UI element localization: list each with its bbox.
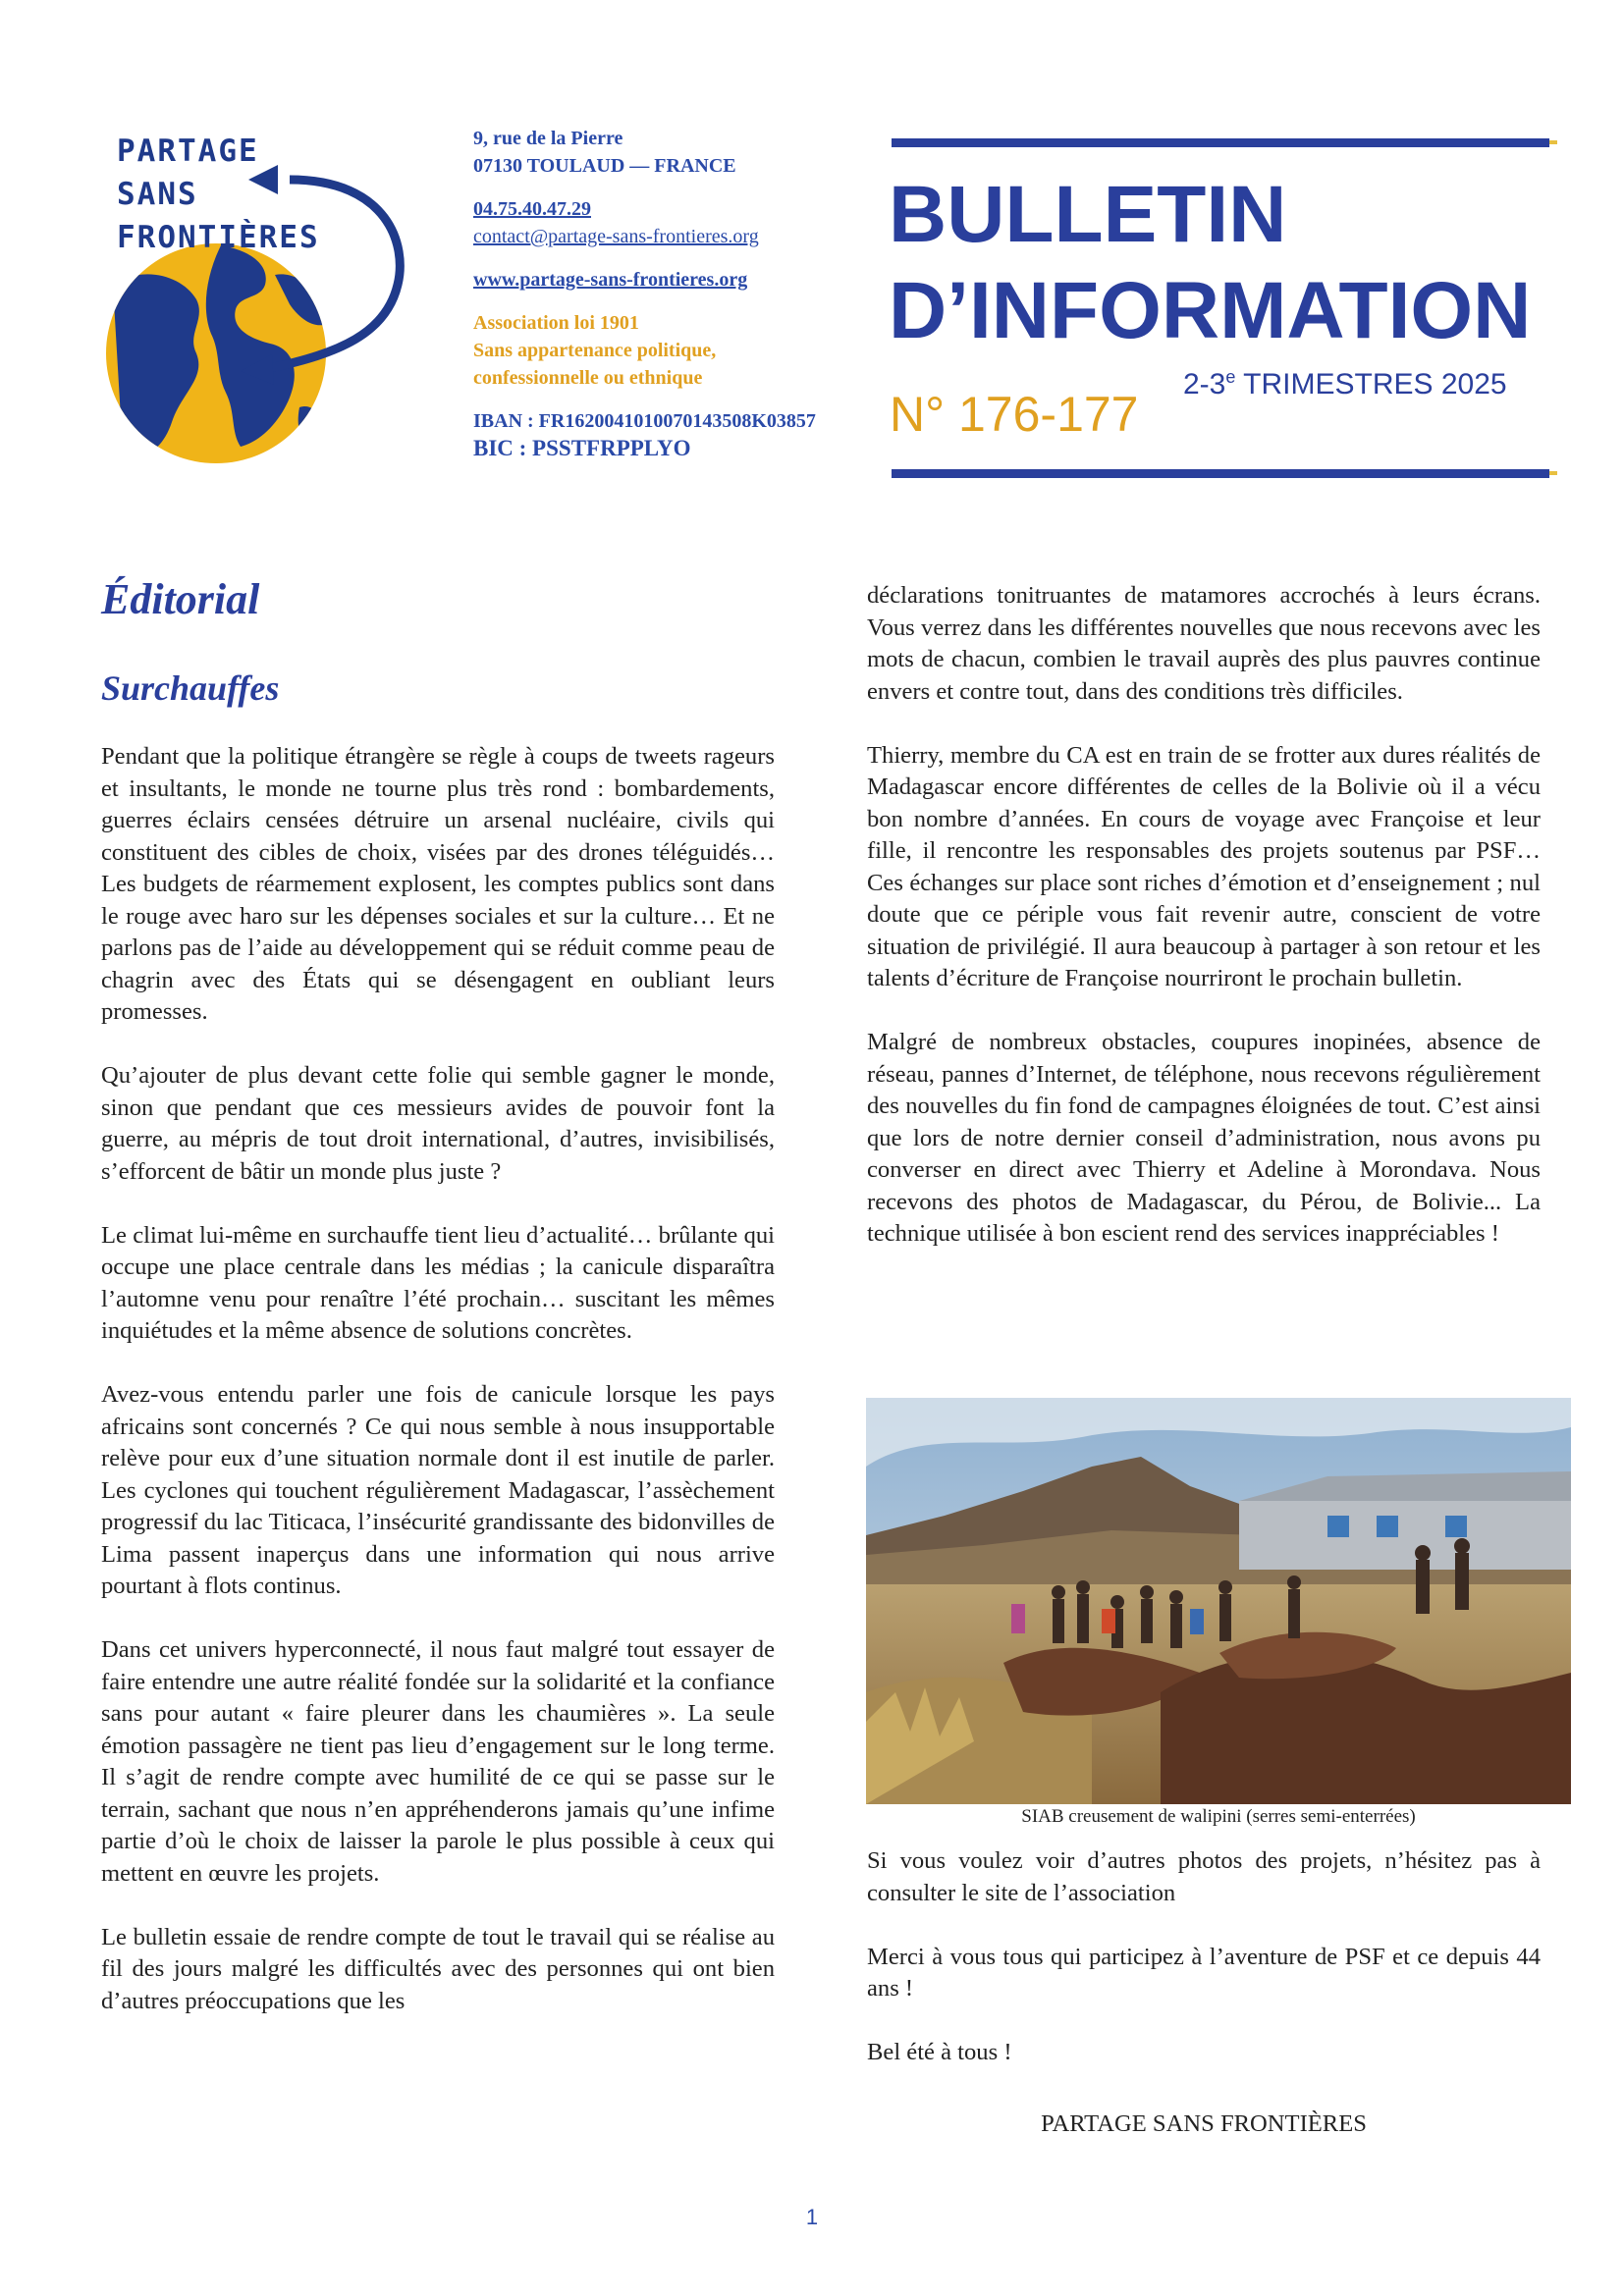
paragraph: Qu’ajouter de plus devant cette folie qui semble gagner le monde, sinon que pendant que ces messieurs avides de pouvoir font la guerre, au mépris de tout droit international, d’autres, invisibilisés, s’efforcent de bâtir un monde plus juste ?: [101, 1062, 775, 1185]
trimester-label: 2-3e TRIMESTRES 2025: [1183, 367, 1507, 400]
iban: IBAN : FR1620041010070143508K03857: [473, 410, 816, 432]
page-number: 1: [805, 2205, 819, 2229]
project-photo: [866, 1398, 1571, 1804]
assoc-line-3: confessionnelle ou ethnique: [473, 367, 703, 389]
bic: BIC : PSSTFRPPLYO: [473, 436, 691, 460]
address-block: [473, 125, 866, 462]
paragraph: Malgré de nombreux obstacles, coupures inopinées, absence de réseau, pannes d’Internet, de téléphone, nous recevons régulièrement des nouvelles du fin fond de campagnes éloignées de tout. C’est ainsi que lors de notre dernier conseil d’administration, nous avons pu converser en direct avec Thierry et Adeline à Morondava. Nous recevons des photos de Madagascar, du Pérou, de Bolivie... La technique utilisée à bon escient rend des services inappréciables !: [867, 1029, 1541, 1247]
logo-line-1: PARTAGE: [117, 133, 259, 169]
assoc-line-1: Association loi 1901: [473, 312, 639, 334]
issue-number: N° 176-177: [890, 387, 1139, 442]
paragraph: Le climat lui-même en surchauffe tient lieu d’actualité… brûlante qui occupe une place centrale dans les médias ; la canicule disparaîtra l’automne venu pour renaître l’été prochain… suscitant les mêmes inquiétudes et la même absence de solutions concrètes.: [101, 1221, 775, 1344]
article-subheading: Surchauffes: [101, 668, 280, 708]
website-link[interactable]: www.partage-sans-frontieres.org: [473, 269, 748, 291]
paragraph: Avez-vous entendu parler une fois de canicule lorsque les pays africains sont concernés ? Ce qui nous semble à nous insupportable relève pour eux d’une situation normale dont il est inutile de parler. Les cyclones qui touchent régulièrement Madagascar, l’assèchement progressif du lac Titicaca, l’insécurité grandissante des bidonvilles de Lima passent inaperçus dans une information qui nous arrive pourtant à flots continus.: [101, 1381, 775, 1599]
assoc-line-2: Sans appartenance politique,: [473, 340, 717, 361]
street: 9, rue de la Pierre: [473, 128, 623, 149]
paragraph: déclarations tonitruantes de matamores accrochés à leurs écrans. Vous verrez dans les différentes nouvelles que nous recevons avec les mots de chacun, combien le travail auprès des plus pauvres continue envers et contre tout, dans des conditions très difficiles.: [867, 582, 1541, 705]
paragraph: Merci à vous tous qui participez à l’aventure de PSF et ce depuis 44 ans !: [867, 1943, 1541, 2002]
left-column: [101, 741, 775, 2017]
phone-link[interactable]: 04.75.40.47.29: [473, 198, 591, 220]
paragraph: Dans cet univers hyperconnecté, il nous faut malgré tout essayer de faire entendre une autre réalité fondée sur la solidarité et la confiance sans pour autant « faire pleurer dans les chaumières ». La seule émotion passagère ne tient pas lieu d’engagement sur le long terme. Il s’agit de rendre compte avec humilité de ce qui se passe sur le terrain, sachant que nous n’en appréhenderons jamais qu’une infime partie d’où le choix de laisser la parole le plus possible à ceux qui mettent en œuvre les projets.: [101, 1636, 775, 1887]
bulletin-title-line-2: D’INFORMATION: [889, 266, 1532, 355]
paragraph: Le bulletin essaie de rendre compte de tout le travail qui se réalise au fil des jours malgré les difficultés avec des personnes qui ont bien d’autres préoccupations que les: [101, 1923, 775, 2014]
city: 07130 TOULAUD — FRANCE: [473, 155, 736, 177]
editorial-heading: Éditorial: [101, 575, 260, 623]
signature: PARTAGE SANS FRONTIÈRES: [1041, 2110, 1367, 2137]
logo-line-2: SANS: [117, 177, 198, 212]
header-top-rule: [892, 138, 1549, 147]
paragraph: Thierry, membre du CA est en train de se frotter aux dures réalités de Madagascar encore différentes de celles de la Bolivie où il a vécu bon nombre d’années. En cours de voyage avec Françoise et leur fille, il rencontre les responsables des projets soutenus par PSF… Ces échanges sur place sont riches d’émotion et d’enseignement ; nul doute que ce périple vous fait revenir autre, conscient de votre situation de privilégié. Il aura beaucoup à partager à son retour et les talents d’écriture de Françoise nourriront le prochain bulletin.: [867, 741, 1541, 991]
bulletin-title-line-1: BULLETIN: [889, 170, 1287, 259]
paragraph: Bel été à tous !: [867, 2039, 1012, 2065]
photo-illustration: [866, 1398, 1571, 1804]
paragraph: Pendant que la politique étrangère se règle à coups de tweets rageurs et insultants, le monde ne tourne plus très rond : bombardements, guerres éclairs censées détruire un arsenal nucléaire, civils qui constituent des cibles de choix, visées par des drones téléguidés… Les budgets de réarmement explosent, les comptes publics sont dans le rouge avec haro sur les dépenses sociales et sur la culture… Et ne parlons pas de l’aide au développement qui se réduit comme peau de chagrin avec des États qui se désengagent en oubliant leurs promesses.: [101, 743, 775, 1025]
paragraph: Si vous voulez voir d’autres photos des projets, n’hésitez pas à consulter le site de l’association: [867, 1847, 1541, 1906]
photo-caption: SIAB creusement de walipini (serres semi-enterrées): [1021, 1806, 1416, 1827]
email-link[interactable]: contact@partage-sans-frontieres.org: [473, 226, 759, 247]
right-column: [867, 580, 1541, 1251]
logo: [103, 128, 457, 491]
after-photo-column: [867, 1845, 1541, 2069]
logo-line-3: FRONTIÈRES: [117, 220, 320, 255]
header-bottom-rule: [892, 469, 1549, 478]
bulletin-title: [889, 167, 1556, 359]
